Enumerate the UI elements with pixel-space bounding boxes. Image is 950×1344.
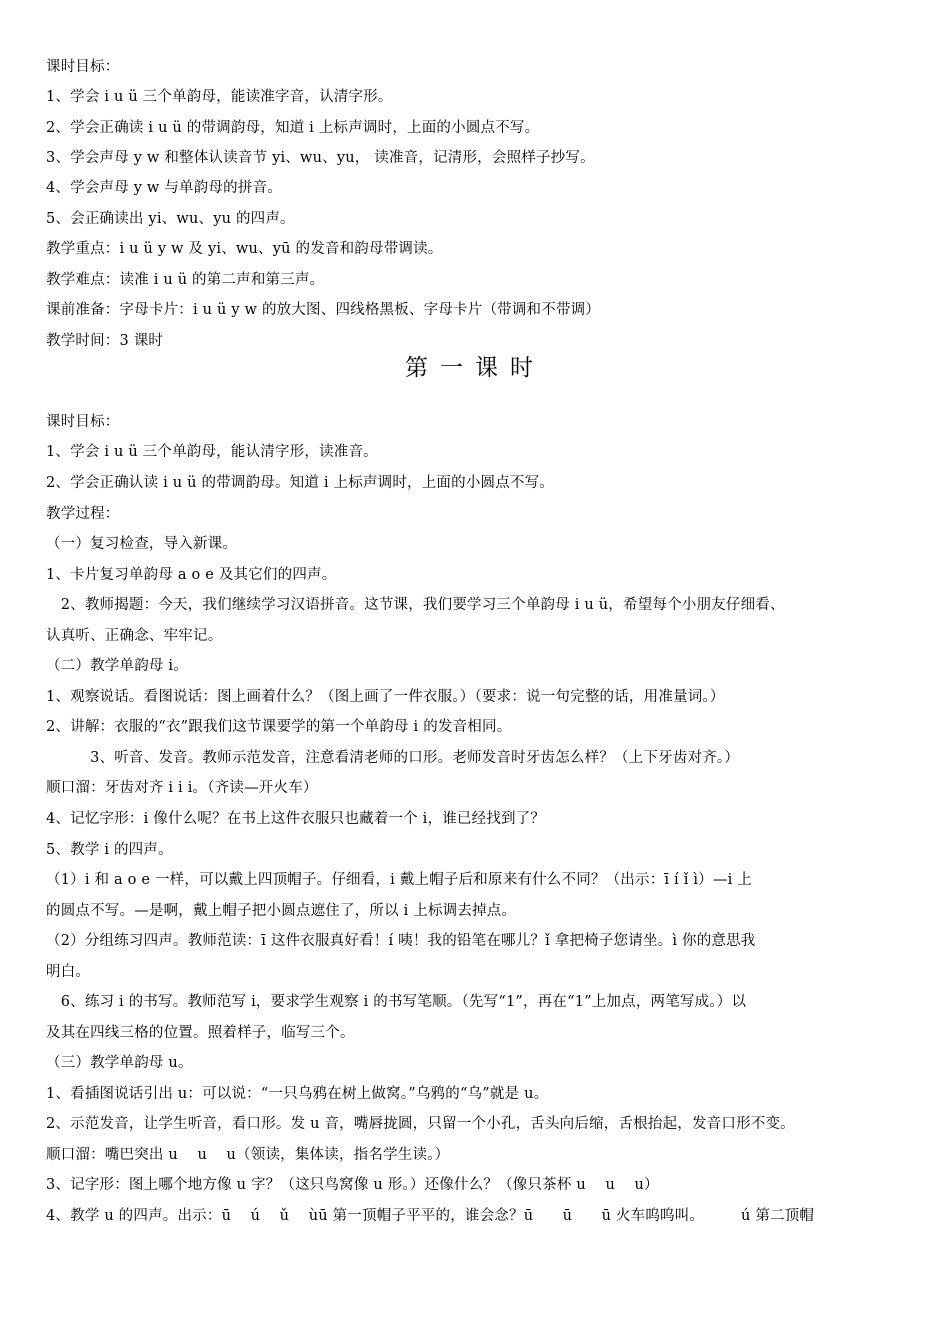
text-line: 2、示范发音，让学生听音，看口形。发 u 音，嘴唇拢圆，只留一个小孔，舌头向后缩，舌根抬起，发音口形不变。 <box>46 1116 795 1132</box>
text-line: 5、教学 i 的四声。 <box>46 842 173 858</box>
text-line: 6、练习 i 的书写。教师范写 i，要求学生观察 i 的书写笔顺。（先写“1”，再在“1”上加点，两笔写成。）以 <box>46 994 747 1010</box>
text-line: （一）复习检查，导入新课。 <box>46 536 238 552</box>
text-line: （三）教学单韵母 u。 <box>46 1055 193 1071</box>
text-line: 顺口溜：嘴巴突出 u u u（领读，集体读，指名学生读。） <box>46 1147 450 1163</box>
text-line: 2、学会正确读 i u ü 的带调韵母，知道 i 上标声调时，上面的小圆点不写。 <box>46 120 540 136</box>
text-line: 1、学会 i u ü 三个单韵母，能认清字形，读准音。 <box>46 444 378 460</box>
text-line: 课时目标： <box>46 59 120 75</box>
text-line: 4、教学 u 的四声。出示：ū ú ǔ ùū 第一顶帽子平平的，谁会念？ū ū ū 火车呜呜叫。 ú 第二顶帽 <box>46 1208 815 1224</box>
text-line: 2、学会正确认读 i u ü 的带调韵母。知道 i 上标声调时，上面的小圆点不写。 <box>46 475 555 491</box>
text-line: 2、讲解：衣服的“衣”跟我们这节课要学的第一个单韵母 i 的发音相同。 <box>46 719 512 735</box>
text-line: 4、记忆字形：i 像什么呢？在书上这件衣服只也藏着一个 i，谁已经找到了？ <box>46 811 546 827</box>
text-line: 1、看插图说话引出 u：可以说：“一只乌鸦在树上做窝。”乌鸦的“乌”就是 u。 <box>46 1086 549 1102</box>
text-line: 5、会正确读出 yi、wu、yu 的四声。 <box>46 211 295 227</box>
text-line: 顺口溜：牙齿对齐 i i i。（齐读—开火车） <box>46 780 318 796</box>
text-line: 明白。 <box>46 964 91 980</box>
text-line: 3、学会声母 y w 和整体认读音节 yi、wu、yu， 读准音，记清形，会照样子抄写。 <box>46 150 595 166</box>
text-line: 3、听音、发音。教师示范发音，注意看清老师的口形。老师发音时牙齿怎么样？（上下牙齿对齐。） <box>46 750 740 766</box>
text-line: 教学重点：i u ü y w 及 yi、wu、yū 的发音和韵母带调读。 <box>46 241 443 257</box>
text-line: 3、记字形：图上哪个地方像 u 字？（这只鸟窝像 u 形。）还像什么？（像只茶杯 u u u） <box>46 1177 659 1193</box>
text-line: （二）教学单韵母 i。 <box>46 658 188 674</box>
text-line: 教学过程： <box>46 506 120 522</box>
text-line: 的圆点不写。—是啊，戴上帽子把小圆点遮住了，所以 i 上标调去掉点。 <box>46 903 517 919</box>
text-line: （2）分组练习四声。教师范读：ī 这件衣服真好看！í 咦！我的铅笔在哪儿？ǐ 拿把椅子您请坐。ì 你的意思我 <box>46 933 756 949</box>
text-line: 课时目标： <box>46 414 120 430</box>
text-line: 及其在四线三格的位置。照着样子，临写三个。 <box>46 1025 355 1041</box>
text-line: 2、教师揭题：今天，我们继续学习汉语拼音。这节课，我们要学习三个单韵母 i u ü，希望每个小朋友仔细看、 <box>46 597 785 613</box>
text-line: 1、观察说话。看图说话：图上画着什么？（图上画了一件衣服。）（要求：说一句完整的话，用准量词。） <box>46 689 725 705</box>
text-line: 课前准备：字母卡片：i u ü y w 的放大图、四线格黑板、字母卡片（带调和不带调） <box>46 302 601 318</box>
text-line: 1、卡片复习单韵母 a o e 及其它们的四声。 <box>46 567 337 583</box>
text-line: 教学时间：3 课时 <box>46 333 164 349</box>
text-line: 4、学会声母 y w 与单韵母的拼音。 <box>46 180 282 196</box>
lesson-title: 第一课时 <box>405 355 545 381</box>
text-line: （1）i 和 a o e 一样，可以戴上四顶帽子。仔细看，i 戴上帽子后和原来有什么不同？（出示：ī í ǐ ì）—i 上 <box>46 872 752 888</box>
text-line: 认真听、正确念、牢牢记。 <box>46 628 223 644</box>
text-line: 教学难点：读准 i u ü 的第二声和第三声。 <box>46 272 325 288</box>
text-line: 1、学会 i u ü 三个单韵母，能读准字音，认清字形。 <box>46 89 393 105</box>
